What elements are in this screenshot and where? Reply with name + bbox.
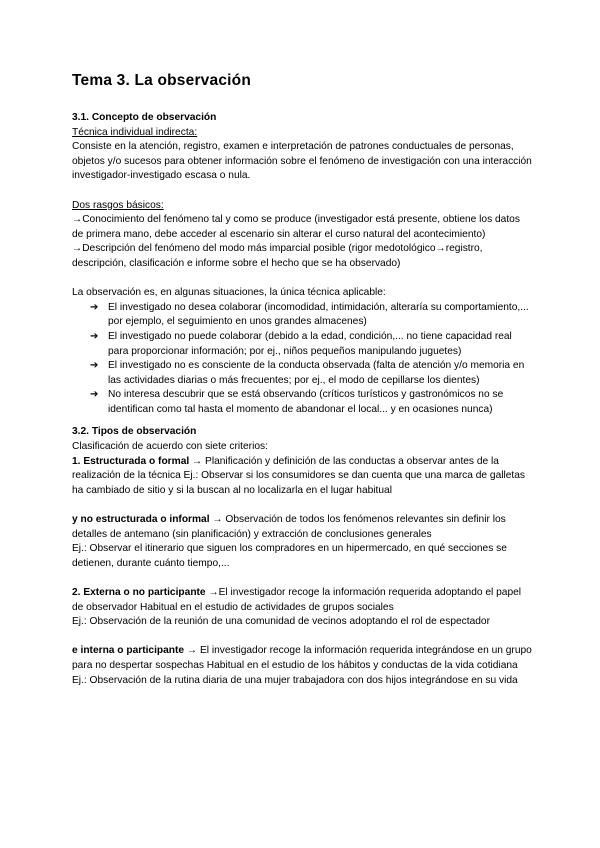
section-heading-tipos: 3.2. Tipos de observación xyxy=(72,426,197,438)
criteria-intro: Clasificación de acuerdo con siete criterios: xyxy=(72,441,268,453)
subheading-tecnica: Técnica individual indirecta: xyxy=(72,126,198,138)
criterion-paragraph: 1. Estructurada o formal → Planificación y definición de las conductas a observar antes de la realización de la técnica Ej.: Observar si los consumidores se dan cuenta que una marca de galletas ha cambiado de sitio y si la buscan al no localizarla en el lugar habitual xyxy=(72,455,526,496)
criterion-label: 2. Externa o no participante xyxy=(72,587,206,598)
list-item: ➔ El investigado no es consciente de la conducta observada (falta de atención y/o memoria en las actividades diarias o más frecuentes; por ej., el modo de cepillarse los dientes) xyxy=(90,360,525,386)
situations-list xyxy=(72,301,532,418)
example-paragraph: Ej.: Observación de la reunión de una comunidad de vecinos adoptando el rol de espectador xyxy=(72,616,490,628)
arrow-bullet-icon: ➔ xyxy=(90,389,99,401)
list-item: ➔ El investigado no puede colaborar (debido a la edad, condición,... no tiene capacidad real para proporcionar información; por ej., niños pequeños manipulando juguetes) xyxy=(90,330,512,357)
page-title: Tema 3. La observación xyxy=(72,72,251,89)
list-item: ➔ No interesa descubrir que se está observando (críticos turísticos y gastronómicos no se identifican como tal hasta el momento de abandonar el local... y en ocasiones nunca) xyxy=(90,389,504,415)
criterion-paragraph: 2. Externa o no participante →El investigador recoge la información requerida adoptando el papel de observador Habitual en el estudio de actividades de grupos sociales xyxy=(72,587,522,613)
subheading-rasgos: Dos rasgos básicos: xyxy=(72,199,164,211)
section-heading-concepto: 3.1. Concepto de observación xyxy=(72,112,217,123)
arrow-bullet-icon: ➔ xyxy=(90,330,99,342)
arrow-bullet-icon: ➔ xyxy=(90,301,99,313)
definition-paragraph: Consiste en la atención, registro, examen e interpretación de patrones conductuales de personas, objetos y/o sucesos para obtener información sobre el fenómeno de investigación con una interacción investigador-investigado escasa o nula. xyxy=(72,141,532,182)
unique-technique-intro: La observación es, en algunas situaciones, la única técnica aplicable: xyxy=(72,287,386,299)
criterion-label: 1. Estructurada o formal xyxy=(72,455,190,467)
trait-item: →Conocimiento del fenómeno tal y como se produce (investigador está presente, obtiene los datos de primera mano, debe acceder al escenario sin alterar el curso natural del acontecimiento) xyxy=(72,214,520,240)
list-item: ➔ El investigado no desea colaborar (incomodidad, intimidación, alteraría su comportamiento,... por ejemplo, el seguimiento en unos grandes almacenes) xyxy=(90,301,529,328)
criterion-label: y no estructurada o informal xyxy=(72,514,210,526)
example-paragraph: Ej.: Observar el itinerario que siguen los compradores en un hipermercado, en qué secciones se detienen, durante cuánto tiempo,... xyxy=(72,543,507,569)
arrow-bullet-icon: ➔ xyxy=(90,360,99,372)
document-body xyxy=(72,111,532,688)
criterion-paragraph: y no estructurada o informal → Observación de todos los fenómenos relevantes sin definir los detalles de antemano (sin planificación) y extracción de conclusiones generales xyxy=(72,514,506,540)
trait-item: →Descripción del fenómeno del modo más imparcial posible (rigor medotológico→registro, descripción, clasificación e informe sobre el hecho que se ha observado) xyxy=(72,243,483,269)
criterion-paragraph: e interna o participante → El investigador recoge la información requerida integrándose en un grupo para no despertar sospechas Habitual en el estudio de los hábitos y conductas de la vida cotidiana Ej.: Observación de la rutina diaria de una mujer trabajadora con dos hijos integrándose en su vida xyxy=(72,645,532,686)
criterion-label: e interna o participante xyxy=(72,645,185,657)
